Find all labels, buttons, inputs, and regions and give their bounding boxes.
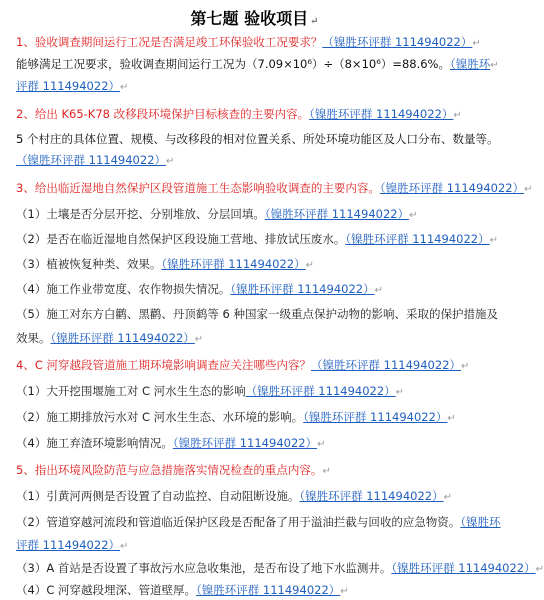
answer-4-2: （2）施工期排放污水对 C 河水生生态、水环境的影响。（镍胜环评群 111494022）↵ [16,410,456,424]
answer-5-4: （4）C 河穿越段埋深、管道壁厚。（镍胜环评群 111494022）↵ [16,583,349,597]
answer-4-3: （4）施工弃渣环境影响情况。（镍胜环评群 111494022）↵ [16,436,326,450]
answer-3-1: （1）土壤是否分层开挖、分别堆放、分层回填。（镍胜环评群 111494022）↵ [16,207,418,221]
watermark: 评群 111494022） [16,79,121,93]
answer-5-2: （2）管道穿越河流段和管道临近保护区段是否配备了用于溢油拦截与回收的应急物资。（镍胜环 [16,515,501,529]
page-title: 第七题 验收项目 ↵ [190,9,319,28]
answer-5-2-cont: 评群 111494022）↵ [16,538,129,552]
answer-3-3: （3）植被恢复种类、效果。（镍胜环评群 111494022）↵ [16,257,314,271]
watermark: （镍胜环评群 111494022） [196,583,341,597]
watermark: （镍胜环评群 111494022） [172,436,318,450]
watermark: （镍胜环评群 111494022） [50,331,195,345]
answer-1: 能够满足工况要求，验收调查期间运行工况为（7.09×10⁶）÷（8×10⁶）=88.6%。（镍胜环↵ [16,57,499,71]
answer-3-5-cont: 效果。（镍胜环评群 111494022）↵ [16,331,204,345]
answer-2: 5 个村庄的具体位置、规模、与改移段的相对位置关系、所处环境功能区及人口分布、数量等。 [16,132,499,146]
watermark: （镍胜环评群 111494022） [309,107,454,121]
watermark: （镍胜环 [449,57,491,71]
watermark: （镍胜环评群 111494022） [379,181,525,195]
watermark: （镍胜环评群 111494022） [303,410,448,424]
answer-3-2: （2）是否在临近湿地自然保护区段设施工营地、排放试压废水。（镍胜环评群 111494022）↵ [16,232,498,246]
watermark: （镍胜环评群 111494022） [345,232,490,246]
watermark: （镍胜环评群 111494022） [161,257,306,271]
watermark: （镍胜环 [460,515,501,529]
watermark: （镍胜环评群 111494022） [245,384,396,398]
watermark: （镍胜环评群 111494022） [391,561,536,575]
watermark: （镍胜环评群 111494022） [299,489,444,503]
answer-3-5: （5）施工对东方白鹳、黑鹳、丹顶鹤等 6 种国家一级重点保护动物的影响、采取的保护措施及 [16,307,498,321]
watermark: （镍胜环评群 111494022） [311,358,462,372]
question-4: 4、C 河穿越段管道施工期环境影响调查应关注哪些内容？（镍胜环评群 111494022）↵ [16,358,470,372]
watermark: （镍胜环评群 111494022） [16,153,167,167]
answer-4-1: （1）大开挖围堰施工对 C 河水生生态的影响（镍胜环评群 111494022）↵ [16,384,405,398]
answer-5-3: （3）A 首站是否设置了事故污水应急收集池，是否布设了地下水监测井。（镍胜环评群 111494022）↵ [16,561,544,575]
paragraph-mark-icon: ↵ [310,16,319,27]
question-3: 3、给出临近湿地自然保护区段管道施工生态影响验收调查的主要内容。（镍胜环评群 111494022）↵ [16,181,533,195]
watermark: （镍胜环评群 111494022） [322,35,473,49]
question-2: 2、给出 K65-K78 改移段环境保护目标核查的主要内容。（镍胜环评群 111494022）↵ [16,107,462,121]
question-5: 5、指出环境风险防范与应急措施落实情况检查的重点内容。↵ [16,463,331,477]
answer-5-1: （1）引黄河两侧是否设置了自动监控、自动阻断设施。（镍胜环评群 111494022）↵ [16,489,452,503]
watermark: （镍胜环评群 111494022） [230,282,375,296]
watermark: （镍胜环评群 111494022） [264,207,410,221]
watermark: 评群 111494022） [16,538,121,552]
answer-1-cont: 评群 111494022）↵ [16,79,129,93]
answer-3-4: （4）施工作业带宽度、农作物损失情况。（镍胜环评群 111494022）↵ [16,282,383,296]
answer-2-cont: （镍胜环评群 111494022）↵ [16,153,175,167]
question-1: 1、验收调查期间运行工况是否满足竣工环保验收工况要求？（镍胜环评群 111494022）↵ [16,35,481,49]
